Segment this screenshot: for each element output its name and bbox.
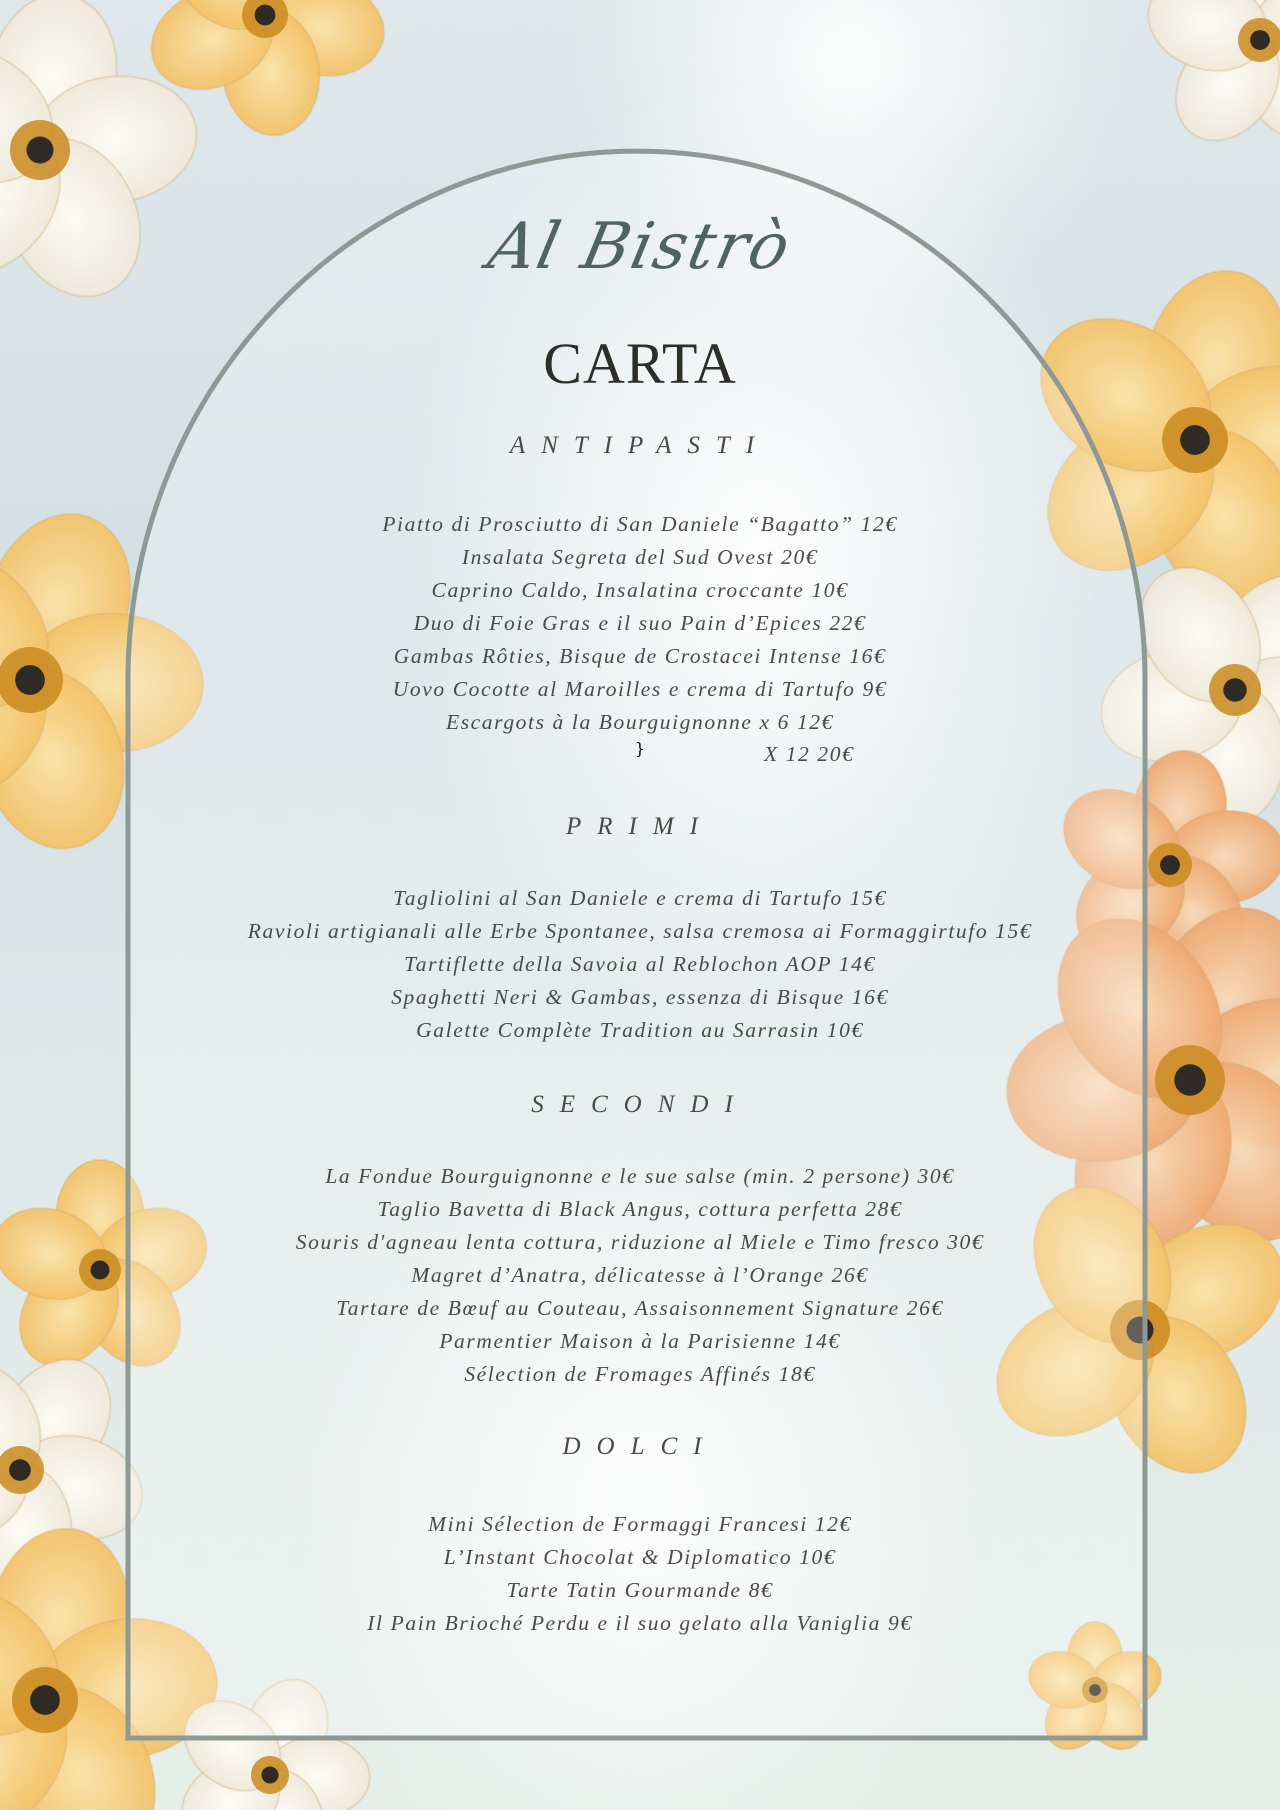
section-heading-secondi: SECONDI xyxy=(531,1091,749,1118)
section-items-secondi xyxy=(0,1160,1280,1391)
menu-item: Tarte Tatin Gourmande 8€ xyxy=(506,1578,774,1602)
menu-item: L’Instant Chocolat & Diplomatico 10€ xyxy=(443,1545,837,1569)
section-heading-dolci: DOLCI xyxy=(562,1433,718,1460)
menu-item: Galette Complète Tradition au Sarrasin 10€ xyxy=(416,1018,864,1042)
menu-item: Duo di Foie Gras e il suo Pain d’Epices 22€ xyxy=(413,611,867,635)
menu-item: La Fondue Bourguignonne e le sue salse (min. 2 persone) 30€ xyxy=(325,1164,955,1188)
menu-item: Spaghetti Neri & Gambas, essenza di Bisque 16€ xyxy=(391,985,889,1009)
menu-item: Tagliolini al San Daniele e crema di Tartufo 15€ xyxy=(393,886,887,910)
menu-item: Sélection de Fromages Affinés 18€ xyxy=(464,1362,816,1386)
menu-title: CARTA xyxy=(543,331,737,396)
menu-item: Parmentier Maison à la Parisienne 14€ xyxy=(439,1329,841,1353)
menu-item: Souris d'agneau lenta cottura, riduzione al Miele e Timo fresco 30€ xyxy=(295,1230,985,1254)
menu-item: Caprino Caldo, Insalatina croccante 10€ xyxy=(431,578,849,602)
menu-item-price-variant: X 12 20€ xyxy=(764,742,855,766)
menu-item: Gambas Rôties, Bisque de Crostacei Intense 16€ xyxy=(393,644,887,668)
section-items-antipasti: Piatto di Prosciutto di San Daniele “Bagatto” 12€ Insalata Segreta del Sud Ovest 20€ Caprino Caldo, Insalatina croccante 10€ Duo di Foie Gras e il suo Pain d’Epices 22€ Gambas Rôties, Bisque de Crostacei Intense 16€ Uovo Cocotte al Maroilles e crema di Tartufo 9€ Escargots à la Bourguignonne x 6 12€ } xyxy=(0,508,1280,758)
section-items-primi xyxy=(0,882,1280,1047)
menu-item: Magret d’Anatra, délicatesse à l’Orange 26€ xyxy=(411,1263,869,1287)
restaurant-logo: Al Bistrò xyxy=(482,210,798,284)
menu-item: Piatto di Prosciutto di San Daniele “Bagatto” 12€ xyxy=(382,512,898,536)
section-items-dolci xyxy=(0,1508,1280,1640)
menu-item: Tartare de Bœuf au Couteau, Assaisonnement Signature 26€ xyxy=(336,1296,944,1320)
menu-item: Mini Sélection de Formaggi Francesi 12€ xyxy=(428,1512,852,1536)
menu-item: Ravioli artigianali alle Erbe Spontanee, salsa cremosa ai Formaggirtufo 15€ xyxy=(247,919,1033,943)
section-heading-primi: PRIMI xyxy=(565,813,715,840)
menu-item: Il Pain Brioché Perdu e il suo gelato alla Vaniglia 9€ xyxy=(367,1611,913,1635)
section-heading-antipasti: ANTIPASTI xyxy=(509,432,771,459)
menu-item: Escargots à la Bourguignonne x 6 12€ xyxy=(445,710,835,734)
menu-item: Tartiflette della Savoia al Reblochon AOP 14€ xyxy=(404,952,876,976)
menu-item: Insalata Segreta del Sud Ovest 20€ xyxy=(461,545,819,569)
menu-item: Taglio Bavetta di Black Angus, cottura perfetta 28€ xyxy=(377,1197,903,1221)
menu-item: Uovo Cocotte al Maroilles e crema di Tartufo 9€ xyxy=(392,677,888,701)
